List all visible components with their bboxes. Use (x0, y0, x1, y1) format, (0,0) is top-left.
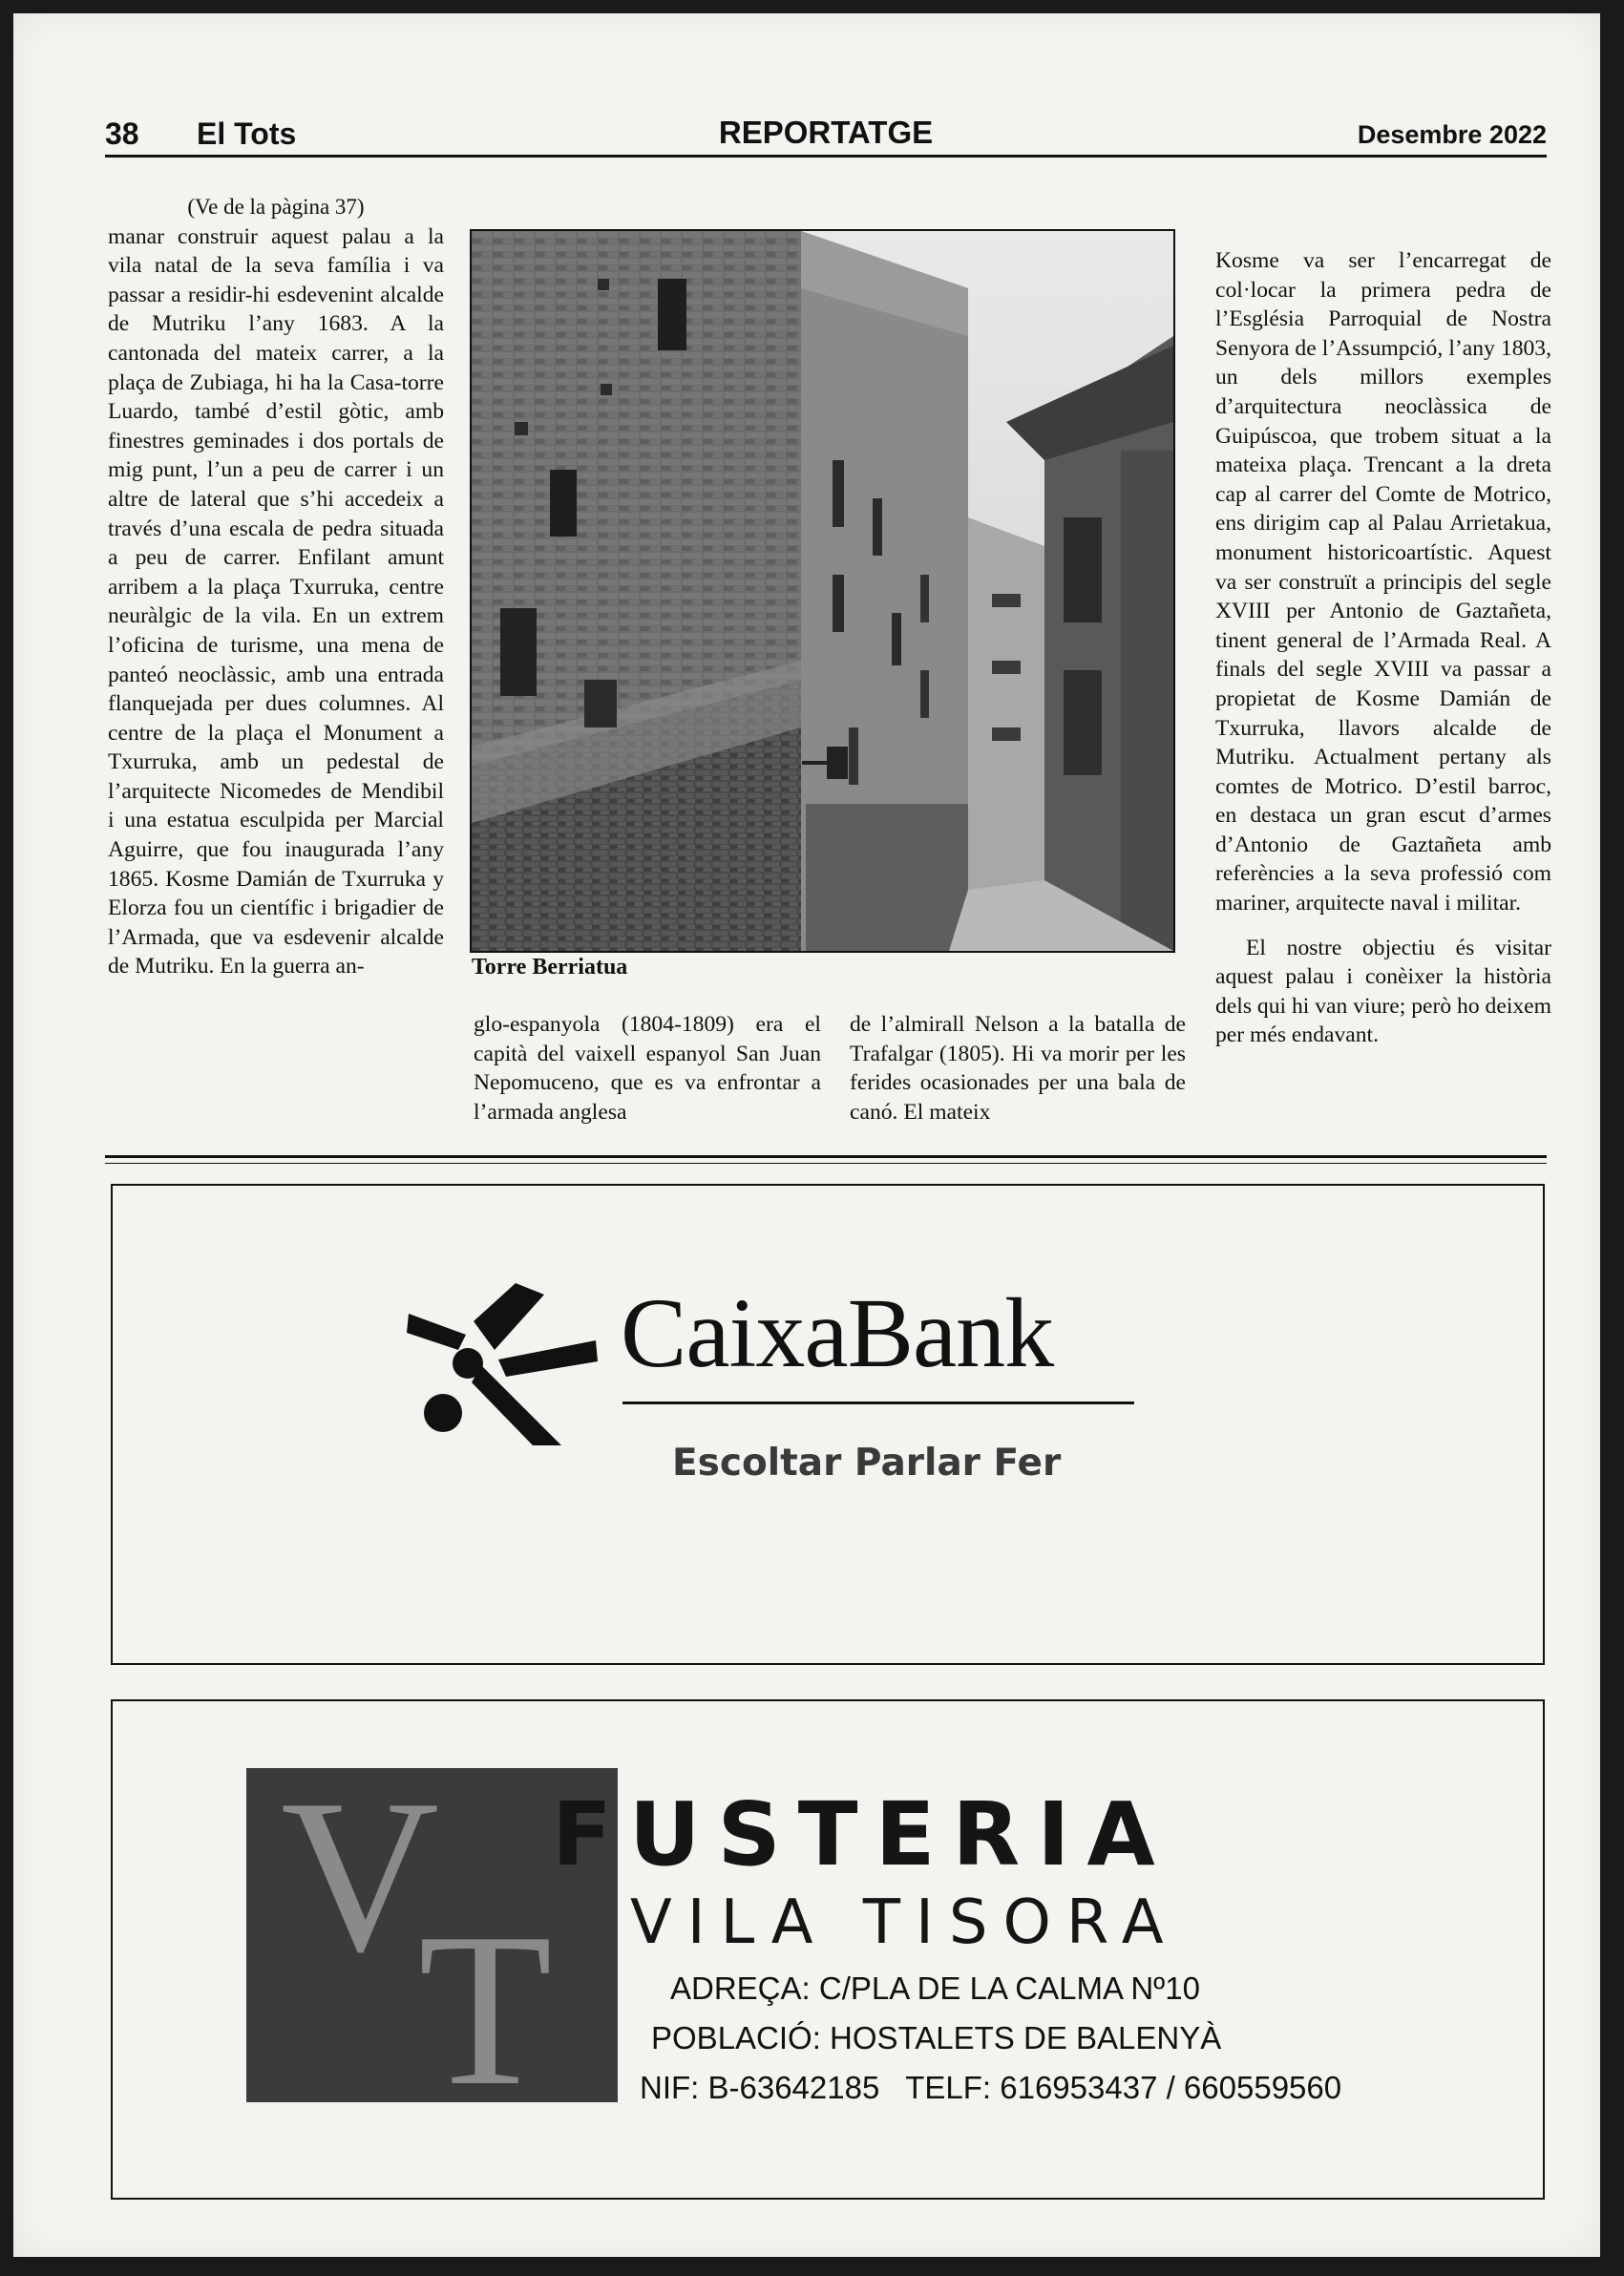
fusteria-nif-phone: NIF: B-63642185 TELF: 616953437 / 660559560 (640, 2070, 1342, 2105)
page-header (105, 116, 1547, 155)
magazine-title: El Tots (197, 116, 297, 151)
caixabank-ad[interactable] (111, 1184, 1545, 1665)
torre-berriatua-photo (472, 231, 1173, 951)
article-text-col1: manar construir aquest palau a la vila natal de la seva família i va passar a residir-hi esdevenint alcalde de Mutriku l’any 1683. A la cantonada del mateix carrer, a la plaça de Zubiaga, hi ha la Casa-torre Luardo, també d’estil gòtic, amb finestres geminades i dos portals de mig punt, l’un a peu de carrer i un altre de lateral que s’hi accedeix a través d’una escala de pedra situada a peu de carrer. Enfilant amunt arribem a la plaça Txurruka, centre neuràlgic de la vila. En un extrem l’oficina de turisme, una mena de panteó neoclàssic, amb una entrada flanquejada per dues columnes. Al centre de la plaça el Monument a Txurruka, amb un pedestal de l’arquitecte Nicomedes de Mendibil i una estatua esculpida per Marcial Aguirre, que fou inaugurada l’any 1865. Kosme Damián de Txurruka y Elorza fou un científic i brigadier de l’Armada, que va esdevenir alcalde de Mutriku. En la guerra an- (108, 223, 444, 980)
caixabank-star-icon (399, 1283, 609, 1445)
page-number: 38 (105, 116, 139, 151)
article-text-col2: glo-espanyola (1804-1809) era el capità del vaixell espanyol San Juan Nepomuceno, que es va enfrontar a l’armada anglesa (474, 1012, 821, 1125)
fusteria-subtitle: VILA TISORA (630, 1887, 1179, 1958)
article-end-rule-thin (105, 1163, 1547, 1164)
article-column-4 (1215, 246, 1551, 1050)
continued-from-note: (Ve de la pàgina 37) (187, 195, 365, 219)
article-column-1 (108, 193, 444, 981)
header-rule (105, 155, 1547, 158)
fusteria-address: ADREÇA: C/PLA DE LA CALMA Nº10 (670, 1970, 1200, 2006)
issue-date: Desembre 2022 (1357, 120, 1547, 149)
fusteria-town: POBLACIÓ: HOSTALETS DE BALENYÀ (651, 2020, 1222, 2055)
article-photo (470, 229, 1175, 953)
magazine-page (13, 13, 1600, 2257)
article-text-col3: de l’almirall Nelson a la batalla de Trafalgar (1805). Hi va morir per les ferides ocasionades per una bala de canó. El mateix (850, 1012, 1186, 1125)
article-column-2 (474, 1010, 821, 1127)
svg-text:V: V (281, 1768, 440, 1997)
photo-caption: Torre Berriatua (472, 955, 628, 980)
article-end-rule (105, 1155, 1547, 1158)
article-text-col4-p1: Kosme va ser l’encarregat de col·locar la primera pedra de l’Església Parroquial de Nostra Senyora de l’Assumpció, l’any 1803, un dels millors exemples d’arquitectura neoclàssica de Guipúscoa, que trobem situat a la mateixa plaça. Trencant a la dreta cap al carrer del Comte de Motrico, ens dirigim cap al Palau Arrietakua, monument historicoartístic. Aquest va ser construït a principis del segle XVIII per Antonio de Gaztañeta, tinent general de l’Armada Real. A finals del segle XVIII va passar a propietat de Kosme Damián de Txurruka, llavors alcalde de Mutriku. Actualment pertany als comtes de Motrico. D’estil barroc, en destaca un gran escut d’armes d’Antonio de Gaztañeta amb referències a la seva professió com mariner, arquitecte naval i militar. (1215, 248, 1551, 917)
caixabank-brand: CaixaBank (621, 1278, 1054, 1388)
caixabank-underline (622, 1401, 1134, 1404)
fusteria-title: FUSTERIA (552, 1783, 1172, 1886)
article-column-3 (850, 1010, 1186, 1127)
section-title: REPORTATGE (718, 115, 934, 150)
svg-text:T: T (418, 1887, 553, 2102)
caixabank-slogan: Escoltar Parlar Fer (672, 1442, 1062, 1485)
article-text-col4-p2: El nostre objectiu és visitar aquest palau i conèixer la història dels qui hi van viure; però ho deixem per més endavant. (1215, 935, 1551, 1048)
